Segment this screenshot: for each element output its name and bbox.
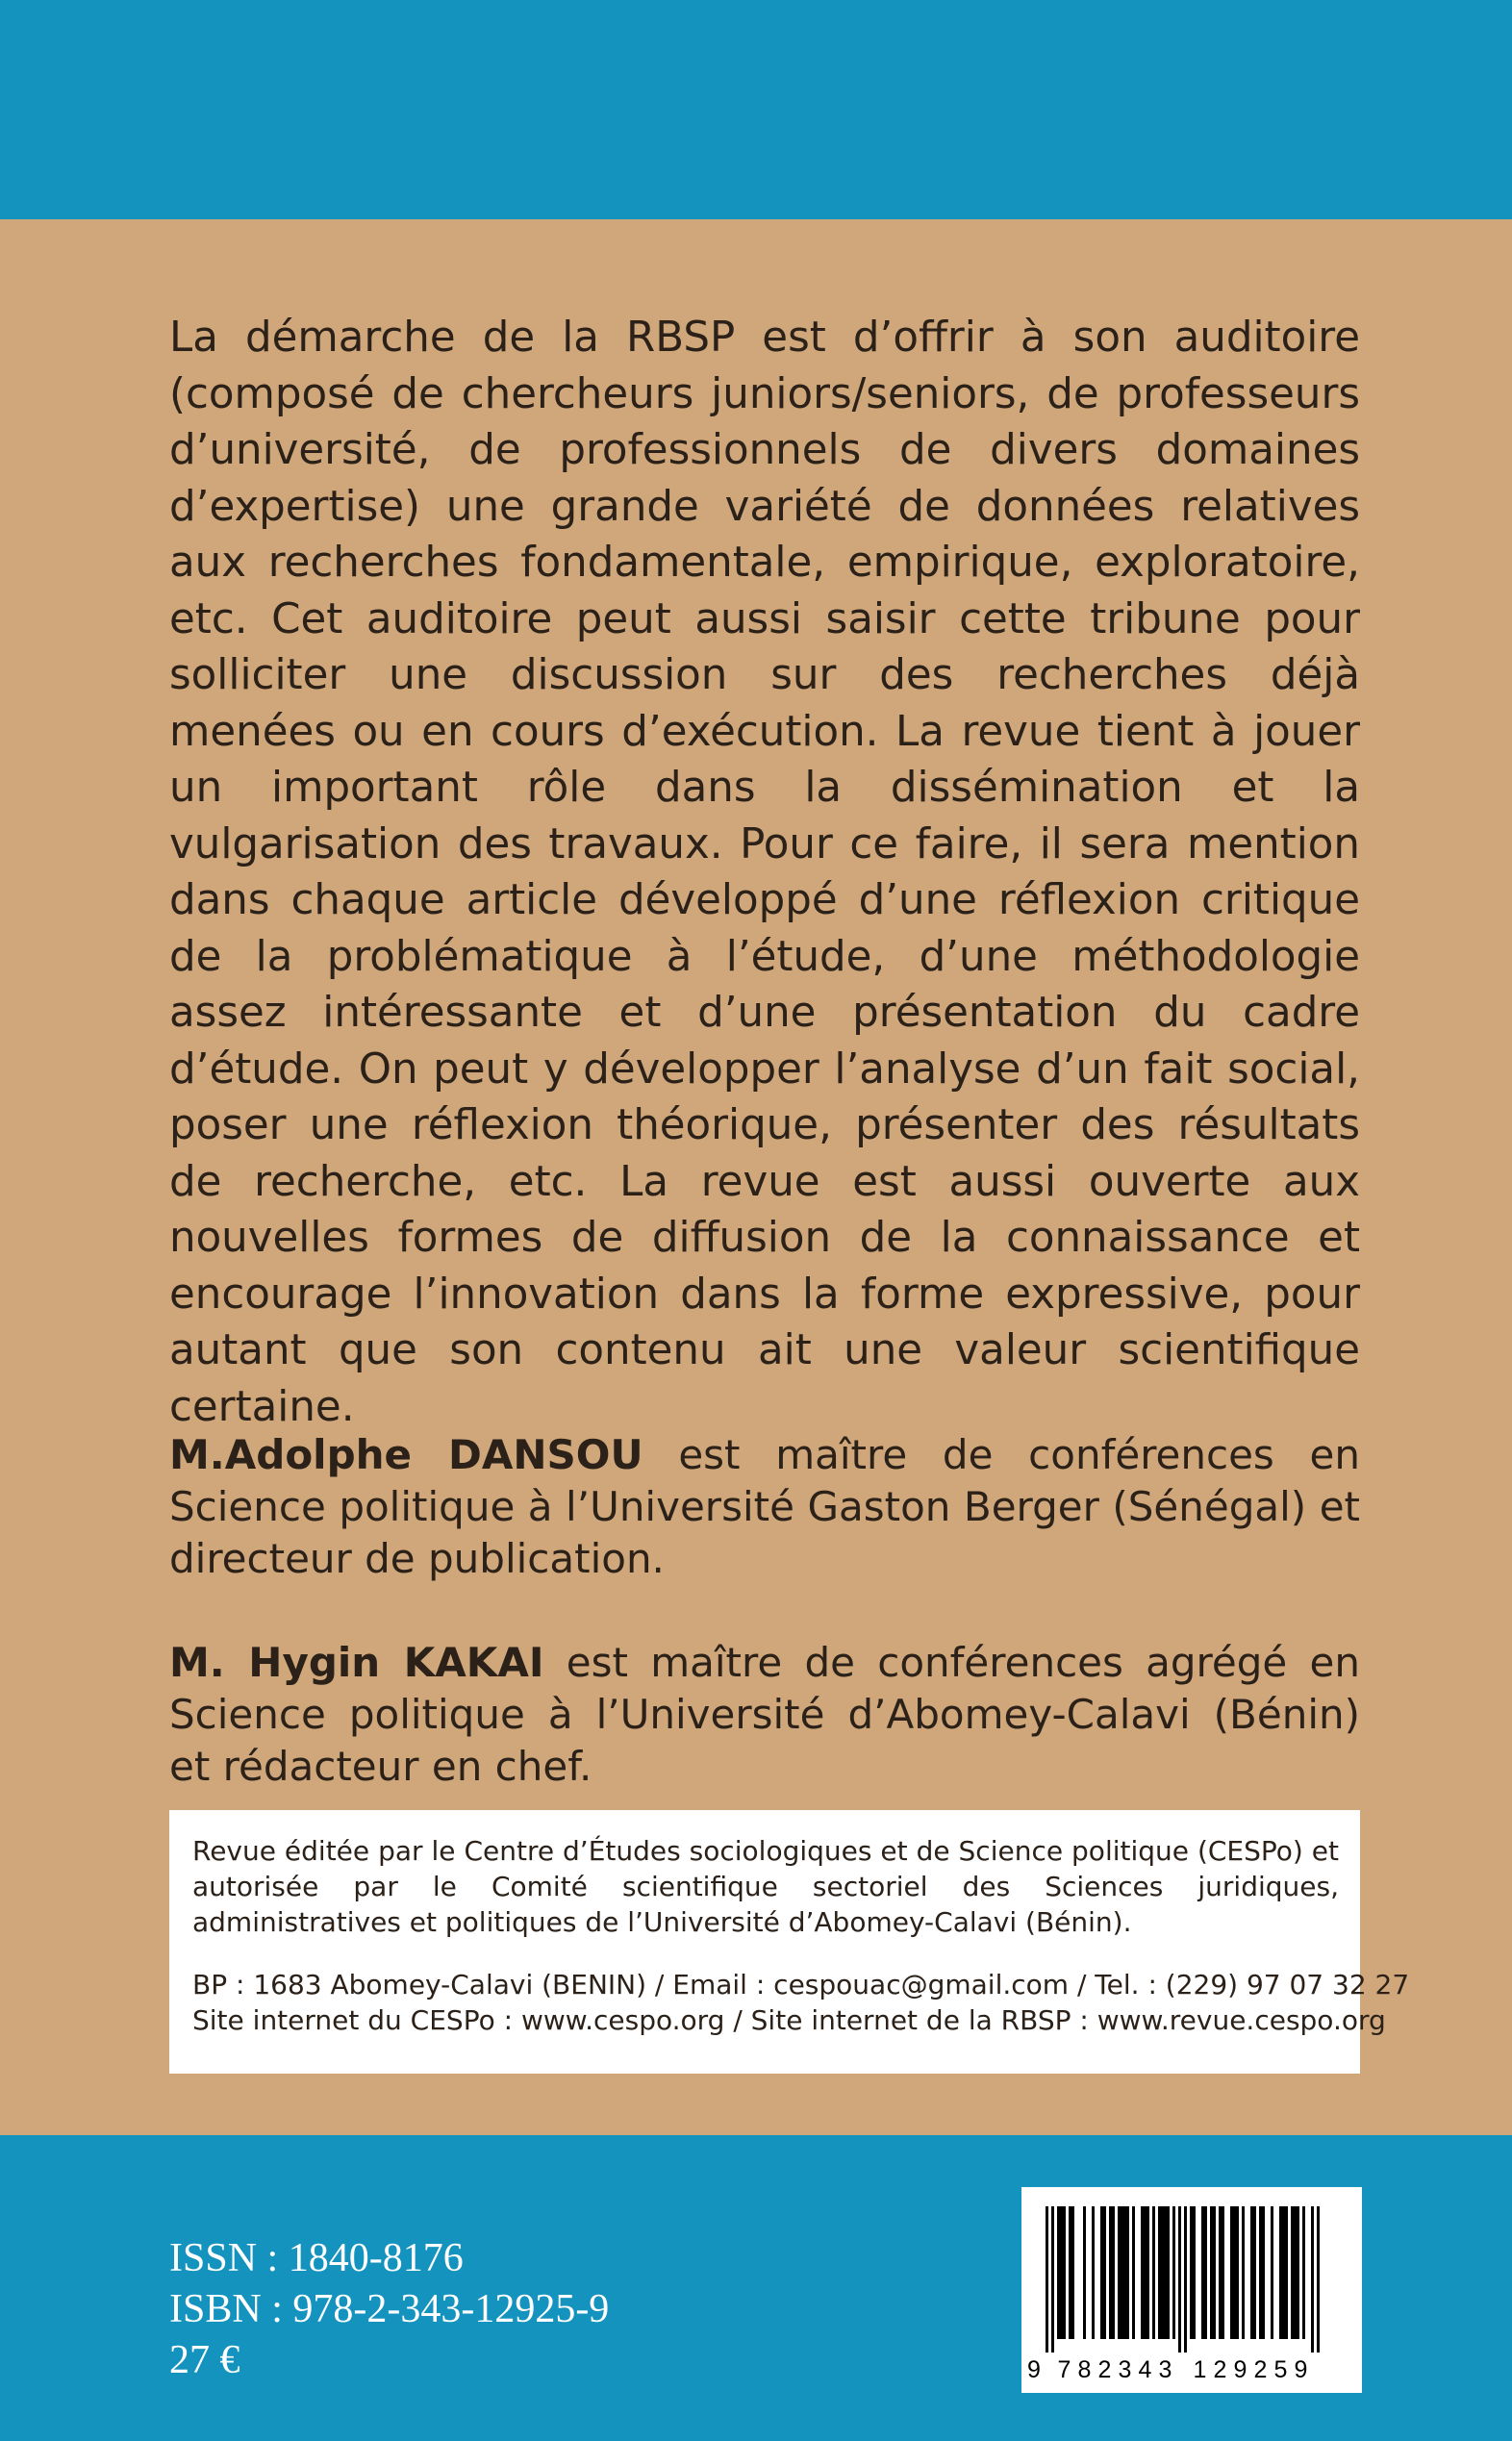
publisher-info-box: [169, 1810, 1410, 2074]
barcode-bar: [1242, 2206, 1245, 2339]
barcode-bar: [1161, 2206, 1164, 2339]
barcode-bar: [1103, 2206, 1106, 2339]
author-description: est maître de conférences en Science politique à l’Université Gaston Berger (Sénégal) et directeur de publication.: [169, 1431, 1360, 1582]
author-name: M. Hygin KAKAI: [169, 1639, 544, 1686]
barcode-bar: [1236, 2206, 1239, 2339]
barcode-bar: [1271, 2206, 1273, 2339]
barcode-bar: [1250, 2206, 1253, 2339]
barcode-digit: 9: [1027, 2356, 1041, 2383]
contact-line: BP : 1683 Abomey-Calavi (BENIN) / Email : cespouac@gmail.com / Tel. : (229) 97 07 32 27: [192, 1969, 1410, 2001]
barcode-digit: 5: [1273, 2356, 1288, 2383]
barcode-bar: [1144, 2206, 1147, 2339]
barcode-bar: [1092, 2206, 1095, 2339]
barcode-bar: [1083, 2206, 1086, 2339]
barcode-digit: 2: [1213, 2356, 1227, 2383]
contact-info: [192, 1967, 1410, 2038]
barcode-bar: [1210, 2206, 1213, 2339]
author-bio-kakai: [169, 1637, 1360, 1793]
author-name: M.Adolphe DANSOU: [169, 1431, 643, 1478]
barcode-bar: [1230, 2206, 1233, 2339]
barcode-digit: 9: [1294, 2356, 1308, 2383]
barcode-bar: [1262, 2206, 1265, 2339]
barcode-bar: [1219, 2206, 1222, 2339]
barcode-digit: 9: [1233, 2356, 1247, 2383]
journal-description: La démarche de la RBSP est d’offrir à son auditoire (composé de chercheurs juniors/seniors, de professeurs d’université, de professionnels de divers domaines d’expertise) une grande variété de données relatives aux recherches fondamentale, empirique, exploratoire, etc. Cet auditoire peut aussi saisir cette tribune pour solliciter une discussion sur des recherches déjà menées ou en cours d’exécution. La revue tient à jouer un important rôle dans la dissémination et la vulgarisation des travaux. Pour ce faire, il sera mention dans chaque article développé d’une réflexion critique de la problématique à l’étude, d’une méthodologie assez intéressante et d’une présentation du cadre d’étude. On peut y développer l’analyse d’un fait social, poser une réflexion théorique, présenter des résultats de recherche, etc. La revue est aussi ouverte aux nouvelles formes de diffusion de la connaissance et encourage l’innovation dans la forme expressive, pour autant que son contenu ait une valeur scientifique certaine.: [169, 314, 1360, 1431]
barcode-bar: [1294, 2206, 1297, 2339]
barcode-digit: 2: [1097, 2356, 1112, 2383]
publisher-statement: Revue éditée par le Centre d’Études sociologiques et de Science politique (CESPo) et autorisée par le Comité scientifique sectoriel des Sciences juridiques, administratives et politiques de l’Université d’Abomey-Calavi (Bénin).: [192, 1835, 1339, 1938]
barcode-bar: [1190, 2206, 1193, 2339]
barcode-bar: [1132, 2206, 1135, 2339]
barcode-bar: [1253, 2206, 1256, 2339]
website-line: Site internet du CESPo : www.cespo.org / Site internet de la RBSP : www.revue.cespo.org: [192, 2004, 1386, 2036]
barcode-bar: [1233, 2206, 1236, 2339]
barcode-bar: [1071, 2206, 1074, 2339]
barcode-bar: [1302, 2206, 1305, 2339]
barcode-bar: [1213, 2206, 1216, 2339]
barcode-graphic: [1021, 2187, 1362, 2393]
barcode-bar: [1046, 2206, 1048, 2353]
barcode-bar: [1204, 2206, 1207, 2339]
barcode-bar: [1201, 2206, 1204, 2339]
barcode-bar: [1152, 2206, 1155, 2339]
issn-label: ISSN : 1840-8176: [169, 2236, 464, 2280]
barcode-bar: [1121, 2206, 1123, 2339]
barcode-bar: [1147, 2206, 1149, 2339]
barcode-bar: [1259, 2206, 1262, 2339]
barcode-bar: [1126, 2206, 1129, 2339]
author-description: est maître de conférences agrégé en Science politique à l’Université d’Abomey-Calavi (Bénin) et rédacteur en chef.: [169, 1639, 1360, 1790]
barcode-bar: [1178, 2206, 1181, 2353]
barcode-bar: [1167, 2206, 1170, 2339]
barcode-bar: [1285, 2206, 1288, 2339]
barcode-bar: [1172, 2206, 1175, 2339]
author-bio-dansou: [169, 1429, 1360, 1585]
barcode-digit: 3: [1118, 2356, 1132, 2383]
publication-details: [169, 2233, 609, 2386]
barcode-bar: [1282, 2206, 1285, 2339]
barcode-bar: [1297, 2206, 1299, 2339]
barcode-bar: [1279, 2206, 1282, 2339]
barcode-bar: [1317, 2206, 1320, 2353]
top-color-band: [0, 0, 1512, 219]
barcode-bar: [1291, 2206, 1294, 2339]
barcode-bar: [1158, 2206, 1161, 2339]
barcode-bar: [1164, 2206, 1167, 2339]
barcode-digit: 3: [1158, 2356, 1172, 2383]
barcode-bar: [1311, 2206, 1314, 2353]
barcode-bar: [1123, 2206, 1126, 2339]
barcode-digit: 1: [1193, 2356, 1207, 2383]
barcode-digit: 2: [1253, 2356, 1268, 2383]
barcode-bar: [1109, 2206, 1112, 2339]
barcode: [1021, 2187, 1362, 2393]
barcode-bar: [1184, 2206, 1187, 2353]
barcode-bar: [1118, 2206, 1121, 2339]
isbn-label: ISBN : 978-2-343-12925-9: [169, 2287, 610, 2331]
barcode-digit: 4: [1138, 2356, 1152, 2383]
barcode-bar: [1069, 2206, 1071, 2339]
barcode-bar: [1057, 2206, 1060, 2339]
barcode-bar: [1193, 2206, 1196, 2339]
barcode-bar: [1222, 2206, 1224, 2339]
barcode-digit: 7: [1057, 2356, 1071, 2383]
barcode-bar: [1060, 2206, 1063, 2339]
price-label: 27 €: [169, 2338, 240, 2382]
barcode-bar: [1051, 2206, 1054, 2353]
barcode-bar: [1100, 2206, 1103, 2339]
barcode-bar: [1063, 2206, 1066, 2339]
barcode-digit: 8: [1077, 2356, 1092, 2383]
barcode-bar: [1112, 2206, 1115, 2339]
barcode-bar: [1141, 2206, 1144, 2339]
